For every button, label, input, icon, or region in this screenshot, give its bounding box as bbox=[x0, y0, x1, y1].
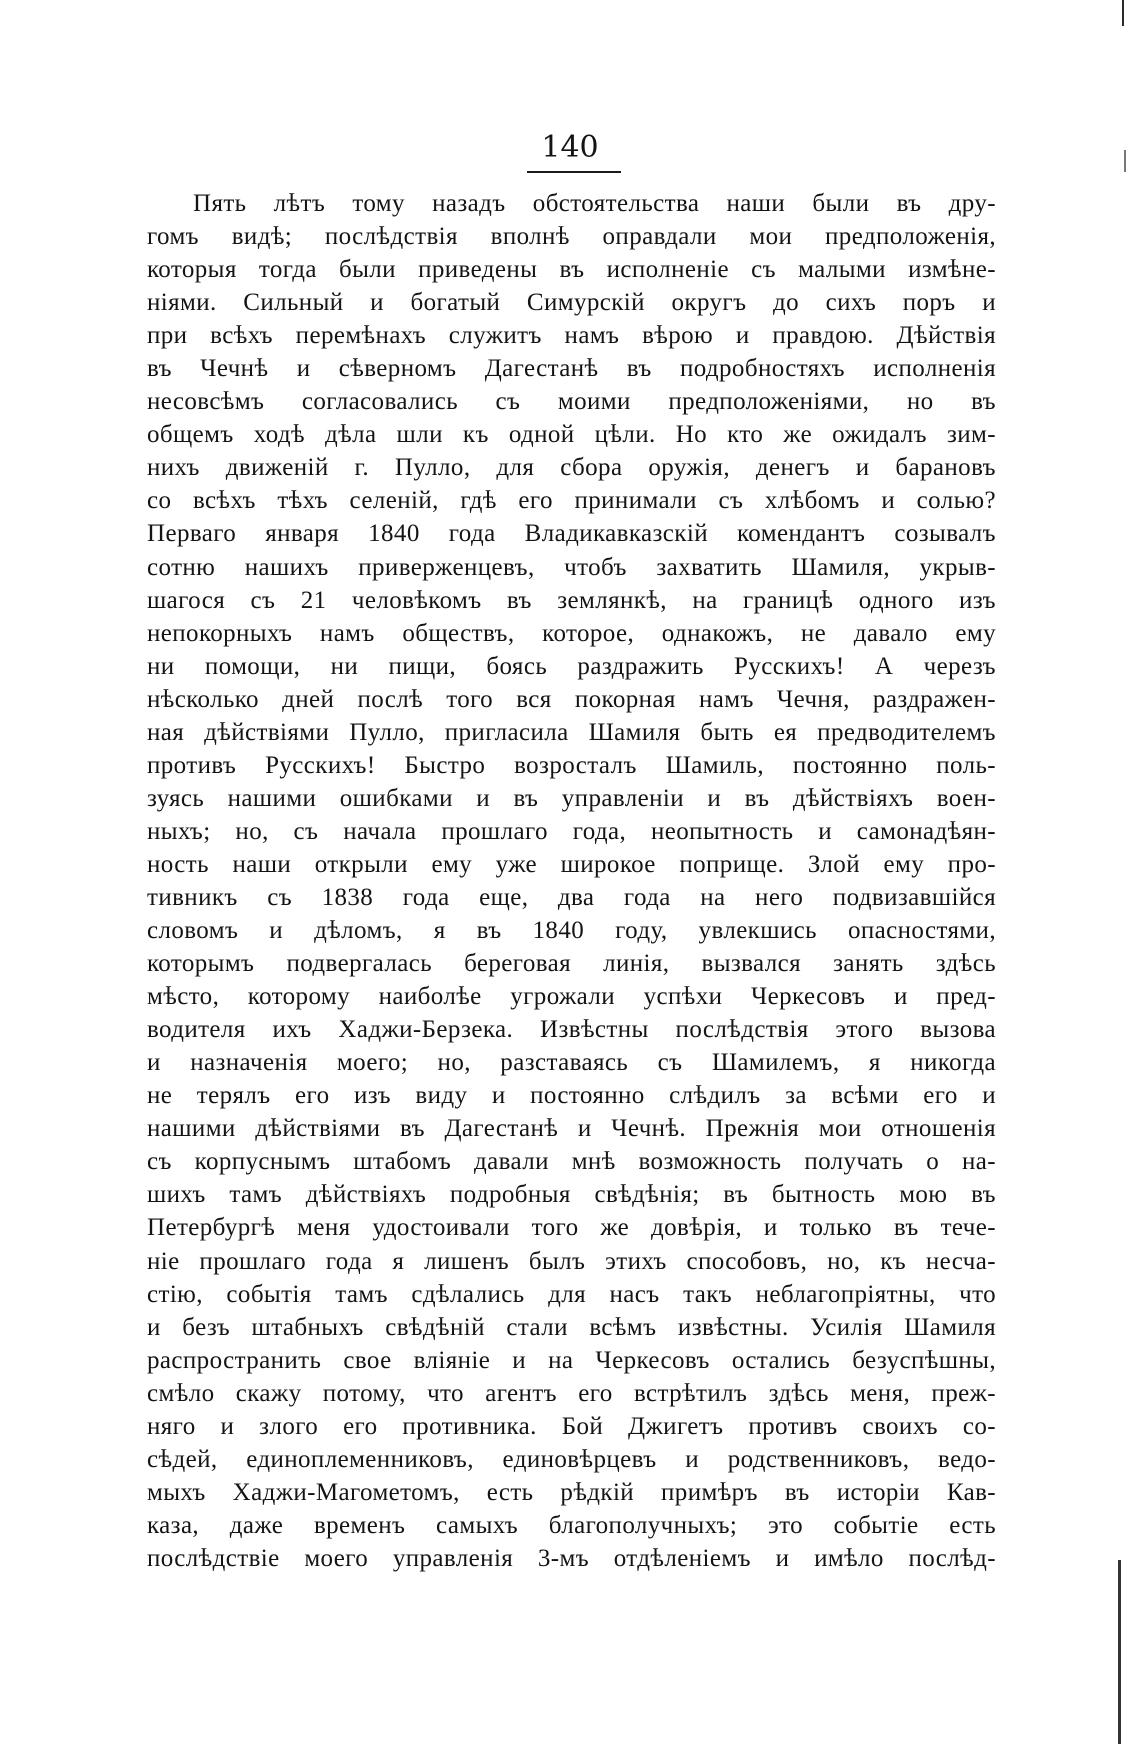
text-line: сѣдей, единоплеменниковъ, единовѣрцевъ и родственниковъ, ведо- bbox=[147, 1445, 996, 1473]
text-line: ность наши открыли ему уже широкое поприще. Злой ему про- bbox=[147, 850, 996, 878]
text-line: которыя тогда были приведены въ исполненіе съ малыми измѣне- bbox=[147, 256, 996, 284]
text-line: распространить свое вліяніе и на Черкесовъ остались безуспѣшны, bbox=[147, 1346, 996, 1374]
text-line: стію, событія тамъ сдѣлались для насъ такъ неблагопріятны, что bbox=[147, 1280, 996, 1308]
text-line: и безъ штабныхъ свѣдѣній стали всѣмъ извѣстны. Усилія Шамиля bbox=[147, 1313, 996, 1341]
text-line: тивникъ съ 1838 года еще, два года на него подвизавшійся bbox=[147, 883, 996, 911]
text-line: ныхъ; но, съ начала прошлаго года, неопытность и самонадѣян- bbox=[147, 817, 996, 845]
body-text bbox=[147, 187, 996, 1575]
text-line: ная дѣйствіями Пулло, пригласила Шамиля быть ея предводителемъ bbox=[147, 718, 996, 746]
text-line: общемъ ходѣ дѣла шли къ одной цѣли. Но кто же ожидалъ зим- bbox=[147, 421, 996, 449]
text-line: со всѣхъ тѣхъ селеній, гдѣ его принимали съ хлѣбомъ и солью? bbox=[147, 487, 996, 515]
scan-edge-mark bbox=[1122, 0, 1124, 26]
page-number: 140 bbox=[541, 130, 599, 165]
text-line: нашими дѣйствіями въ Дагестанѣ и Чечнѣ. Прежнія мои отношенія bbox=[147, 1115, 996, 1143]
page-number-rule bbox=[527, 171, 621, 173]
text-line: ніе прошлаго года я лишенъ былъ этихъ способовъ, но, къ несча- bbox=[147, 1247, 996, 1275]
text-line: и назначенія моего; но, разставаясь съ Шамилемъ, я никогда bbox=[147, 1049, 996, 1077]
text-line: сотню нашихъ приверженцевъ, чтобъ захватить Шамиля, укрыв- bbox=[147, 553, 996, 581]
text-line: ни помощи, ни пищи, боясь раздражить Русскихъ! А черезъ bbox=[147, 652, 996, 680]
text-line: не терялъ его изъ виду и постоянно слѣдилъ за всѣми его и bbox=[147, 1082, 996, 1110]
scan-edge-mark bbox=[1118, 1560, 1121, 1744]
text-line: Петербургѣ меня удостоивали того же довѣрія, и только въ тече- bbox=[147, 1214, 996, 1242]
text-line: мѣсто, которому наиболѣе угрожали успѣхи Черкесовъ и пред- bbox=[147, 983, 996, 1011]
text-line: ніями. Сильный и богатый Симурскій округъ до сихъ поръ и bbox=[147, 289, 996, 317]
text-line: мыхъ Хаджи-Магометомъ, есть рѣдкій примѣръ въ исторіи Кав- bbox=[147, 1478, 996, 1506]
text-line: непокорныхъ намъ обществъ, которое, однакожъ, не давало ему bbox=[147, 619, 996, 647]
text-line: послѣдствіе моего управленія 3-мъ отдѣленіемъ и имѣло послѣд- bbox=[147, 1544, 996, 1572]
text-line: шихъ тамъ дѣйствіяхъ подробныя свѣдѣнія; въ бытность мою въ bbox=[147, 1181, 996, 1209]
text-line: несовсѣмъ согласовались съ моими предположеніями, но въ bbox=[147, 388, 996, 416]
text-line: Пять лѣтъ тому назадъ обстоятельства наши были въ дру- bbox=[193, 190, 996, 217]
text-line: которымъ подвергалась береговая линія, вызвался занять здѣсь bbox=[147, 950, 996, 978]
text-line: водителя ихъ Хаджи-Берзека. Извѣстны послѣдствія этого вызова bbox=[147, 1016, 996, 1044]
text-line: гомъ видѣ; послѣдствія вполнѣ оправдали мои предположенія, bbox=[147, 223, 996, 251]
text-line: каза, даже временъ самыхъ благополучныхъ; это событіе есть bbox=[147, 1511, 996, 1539]
text-line: при всѣхъ перемѣнахъ служитъ намъ вѣрою и правдою. Дѣйствія bbox=[147, 322, 996, 350]
text-line: противъ Русскихъ! Быстро возросталъ Шамиль, постоянно поль- bbox=[147, 751, 996, 779]
text-line: словомъ и дѣломъ, я въ 1840 году, увлекшись опасностями, bbox=[147, 917, 996, 945]
text-line: зуясь нашими ошибками и въ управленіи и въ дѣйствіяхъ воен- bbox=[147, 784, 996, 812]
text-line: смѣло скажу потому, что агентъ его встрѣтилъ здѣсь меня, преж- bbox=[147, 1379, 996, 1407]
text-line: нихъ движеній г. Пулло, для сбора оружія, денегъ и барановъ bbox=[147, 454, 996, 482]
text-line: няго и злого его противника. Бой Джигетъ противъ своихъ со- bbox=[147, 1412, 996, 1440]
text-line: въ Чечнѣ и сѣверномъ Дагестанѣ въ подробностяхъ исполненія bbox=[147, 355, 996, 383]
text-line: нѣсколько дней послѣ того вся покорная намъ Чечня, раздражен- bbox=[147, 685, 996, 713]
text-line: съ корпуснымъ штабомъ давали мнѣ возможность получать о на- bbox=[147, 1148, 996, 1176]
text-line: шагося съ 21 человѣкомъ въ землянкѣ, на границѣ одного изъ bbox=[147, 586, 996, 614]
text-line: Перваго января 1840 года Владикавказскій комендантъ созывалъ bbox=[147, 520, 996, 548]
